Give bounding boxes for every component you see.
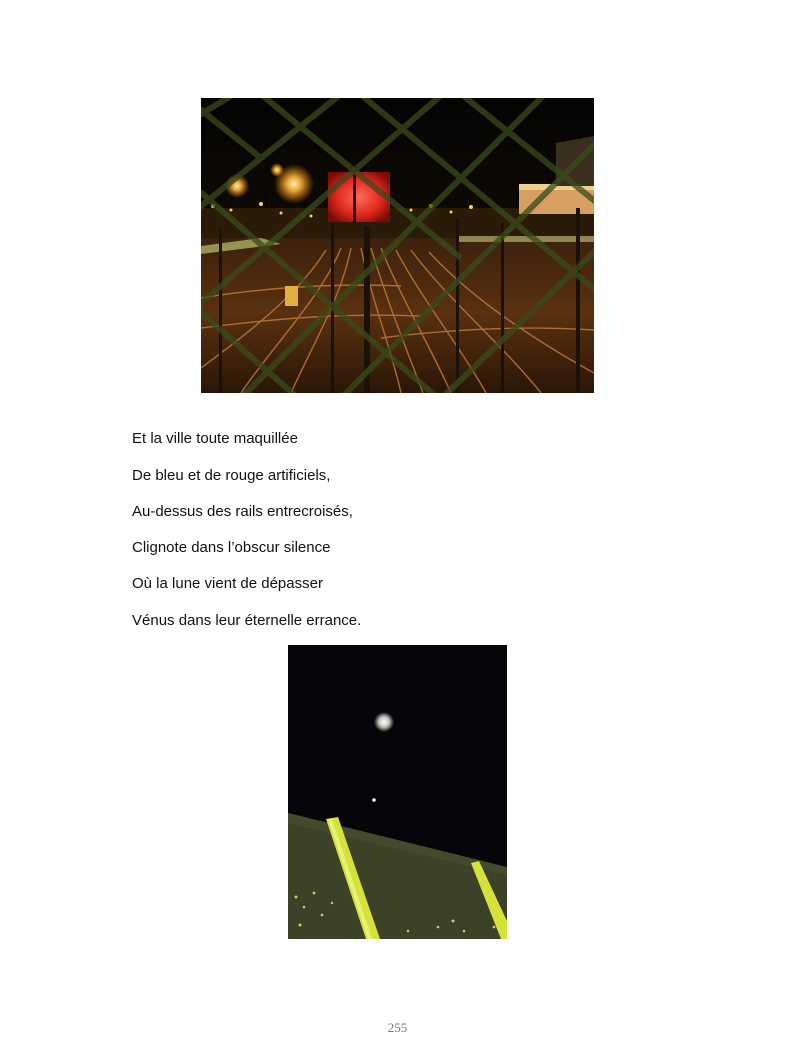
poem-line: Au-dessus des rails entrecroisés, xyxy=(132,503,353,520)
poem-line: Clignote dans l’obscur silence xyxy=(132,539,331,556)
rail-yard-image xyxy=(201,98,594,393)
poem-line: Vénus dans leur éternelle errance. xyxy=(132,612,362,629)
page-number: 255 xyxy=(387,1020,408,1035)
rail-yard-photo xyxy=(201,98,594,393)
moon-venus-image xyxy=(288,645,507,939)
poem-line: De bleu et de rouge artificiels, xyxy=(132,467,331,484)
moon-venus-photo xyxy=(288,645,507,939)
poem-line: Et la ville toute maquillée xyxy=(132,430,298,447)
poem-line: Où la lune vient de dépasser xyxy=(132,575,323,592)
